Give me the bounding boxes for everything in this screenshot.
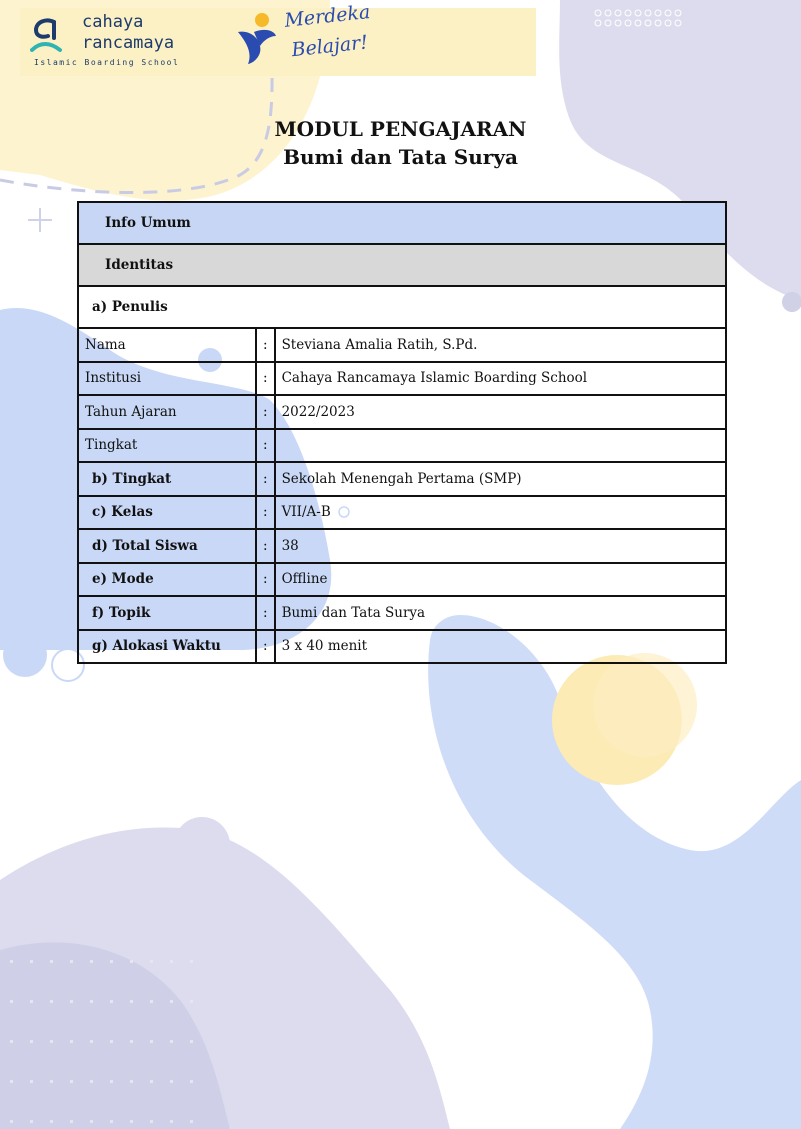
row-value: Cahaya Rancamaya Islamic Boarding School [275,362,726,396]
row-label: Tahun Ajaran [78,395,256,429]
row-value: 2022/2023 [275,395,726,429]
row-value [275,429,726,463]
logo-word-cahaya: cahaya [82,12,144,32]
row-value: Steviana Amalia Ratih, S.Pd. [275,328,726,362]
logo-tagline: Islamic Boarding School [34,58,180,67]
row-value: Offline [275,563,726,597]
row-colon: : [256,362,275,396]
logo-word-rancamaya: rancamaya [82,33,175,53]
table-row [78,630,726,664]
slogan-line1: Merdeka [283,0,372,32]
row-label: Nama [78,328,256,362]
info-table [77,201,727,664]
document-title [0,115,801,171]
row-label: e) Mode [78,563,256,597]
row-label: Institusi [78,362,256,396]
row-colon: : [256,328,275,362]
table-row [78,596,726,630]
row-value: VII/A-B [275,496,726,530]
section-identitas [78,244,726,286]
section-penulis [78,286,726,328]
section-identitas-label: Identitas [78,244,726,286]
row-label: g) Alokasi Waktu [78,630,256,664]
row-value: 3 x 40 menit [275,630,726,664]
row-label: d) Total Siswa [78,529,256,563]
row-colon: : [256,630,275,664]
row-colon: : [256,529,275,563]
table-row [78,462,726,496]
row-value: Sekolah Menengah Pertama (SMP) [275,462,726,496]
row-colon: : [256,395,275,429]
row-value: Bumi dan Tata Surya [275,596,726,630]
table-row [78,429,726,463]
row-colon: : [256,596,275,630]
section-penulis-label: a) Penulis [78,286,726,328]
row-label: c) Kelas [78,496,256,530]
section-info-umum-label: Info Umum [78,202,726,244]
row-label: f) Topik [78,596,256,630]
table-row [78,395,726,429]
slogan-line2: Belajar! [290,31,369,62]
row-value: 38 [275,529,726,563]
row-colon: : [256,563,275,597]
table-row [78,496,726,530]
title-line2: Bumi dan Tata Surya [283,145,518,169]
merdeka-belajar-figure-icon [234,10,278,66]
row-colon: : [256,462,275,496]
school-logo [20,8,202,76]
table-row [78,563,726,597]
table-row [78,328,726,362]
table-row [78,362,726,396]
table-row [78,529,726,563]
section-info-umum [78,202,726,244]
row-colon: : [256,496,275,530]
row-label: Tingkat [78,429,256,463]
logo-mark-icon [30,16,64,56]
title-line1: MODUL PENGAJARAN [274,117,527,141]
merdeka-belajar-slogan [283,0,375,66]
row-colon: : [256,429,275,463]
row-label: b) Tingkat [78,462,256,496]
